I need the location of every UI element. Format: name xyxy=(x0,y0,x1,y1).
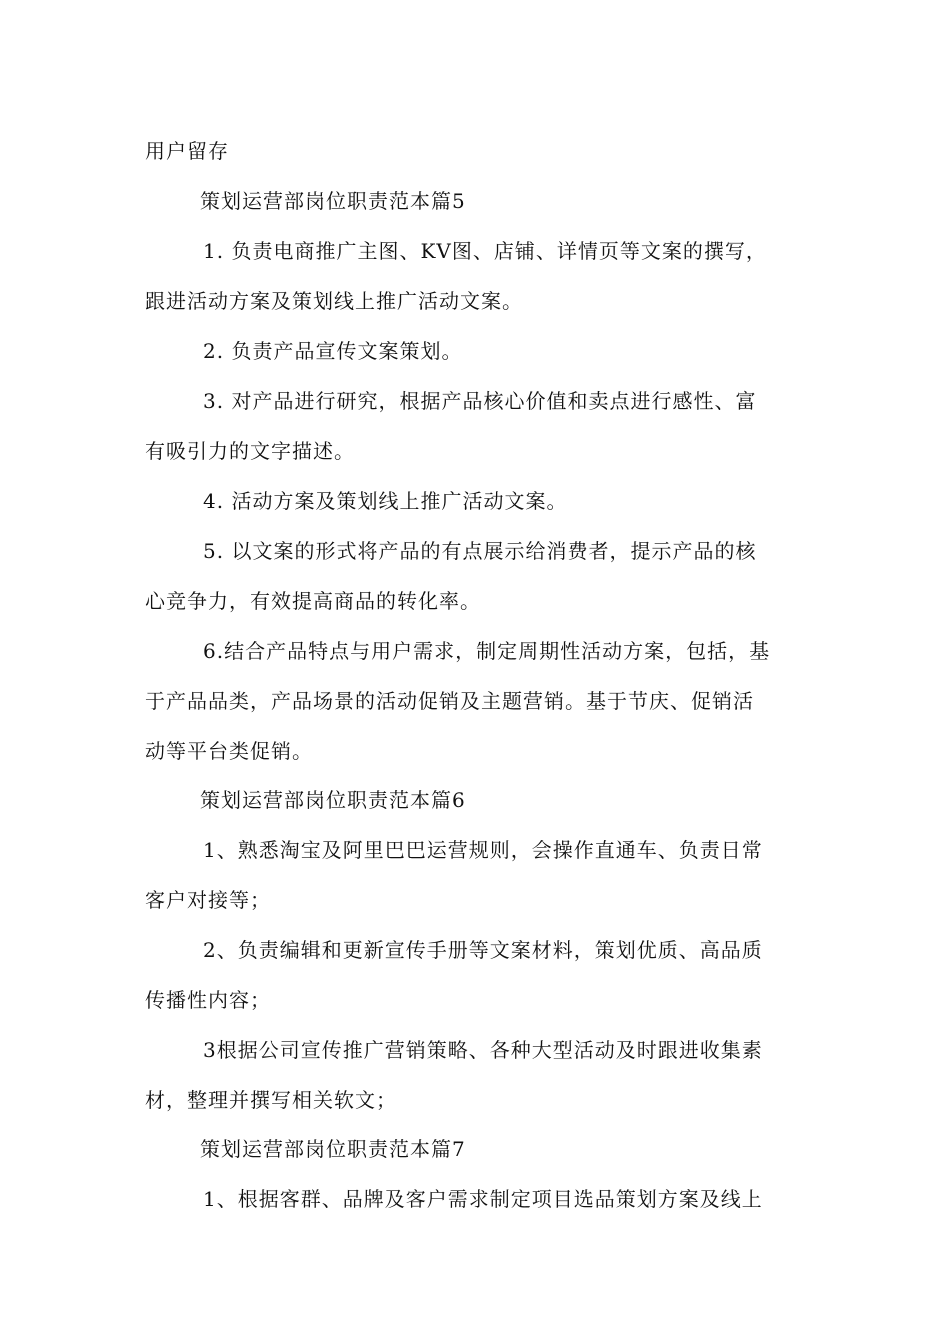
text-line: 5. 以文案的形式将产品的有点展示给消费者，提示产品的核 xyxy=(203,539,757,563)
text-line: 3. 对产品进行研究，根据产品核心价值和卖点进行感性、富 xyxy=(203,389,757,413)
text-line: 4. 活动方案及策划线上推广活动文案。 xyxy=(203,489,568,513)
text-line: 3根据公司宣传推广营销策略、各种大型活动及时跟进收集素 xyxy=(203,1038,763,1062)
section-heading: 策划运营部岗位职责范本篇5 xyxy=(200,189,466,213)
text-line: 1、熟悉淘宝及阿里巴巴运营规则，会操作直通车、负责日常 xyxy=(203,838,763,862)
text-line: 材，整理并撰写相关软文； xyxy=(145,1088,397,1112)
text-line: 用户留存 xyxy=(145,139,229,163)
section-heading: 策划运营部岗位职责范本篇6 xyxy=(200,788,466,812)
text-line: 传播性内容； xyxy=(145,988,271,1012)
text-line: 1、根据客群、品牌及客户需求制定项目选品策划方案及线上 xyxy=(203,1187,763,1211)
text-line: 跟进活动方案及策划线上推广活动文案。 xyxy=(145,289,523,313)
text-line: 有吸引力的文字描述。 xyxy=(145,439,355,463)
text-line: 1. 负责电商推广主图、KV图、店铺、详情页等文案的撰写， xyxy=(203,239,767,263)
text-line: 客户对接等； xyxy=(145,888,271,912)
text-line: 6.结合产品特点与用户需求，制定周期性活动方案，包括，基 xyxy=(203,639,771,663)
section-heading: 策划运营部岗位职责范本篇7 xyxy=(200,1137,466,1161)
text-line: 动等平台类促销。 xyxy=(145,739,313,763)
text-line: 2、负责编辑和更新宣传手册等文案材料，策划优质、高品质 xyxy=(203,938,763,962)
text-line: 心竞争力，有效提高商品的转化率。 xyxy=(145,589,481,613)
text-line: 于产品品类，产品场景的活动促销及主题营销。基于节庆、促销活 xyxy=(145,689,754,713)
text-line: 2. 负责产品宣传文案策划。 xyxy=(203,339,463,363)
